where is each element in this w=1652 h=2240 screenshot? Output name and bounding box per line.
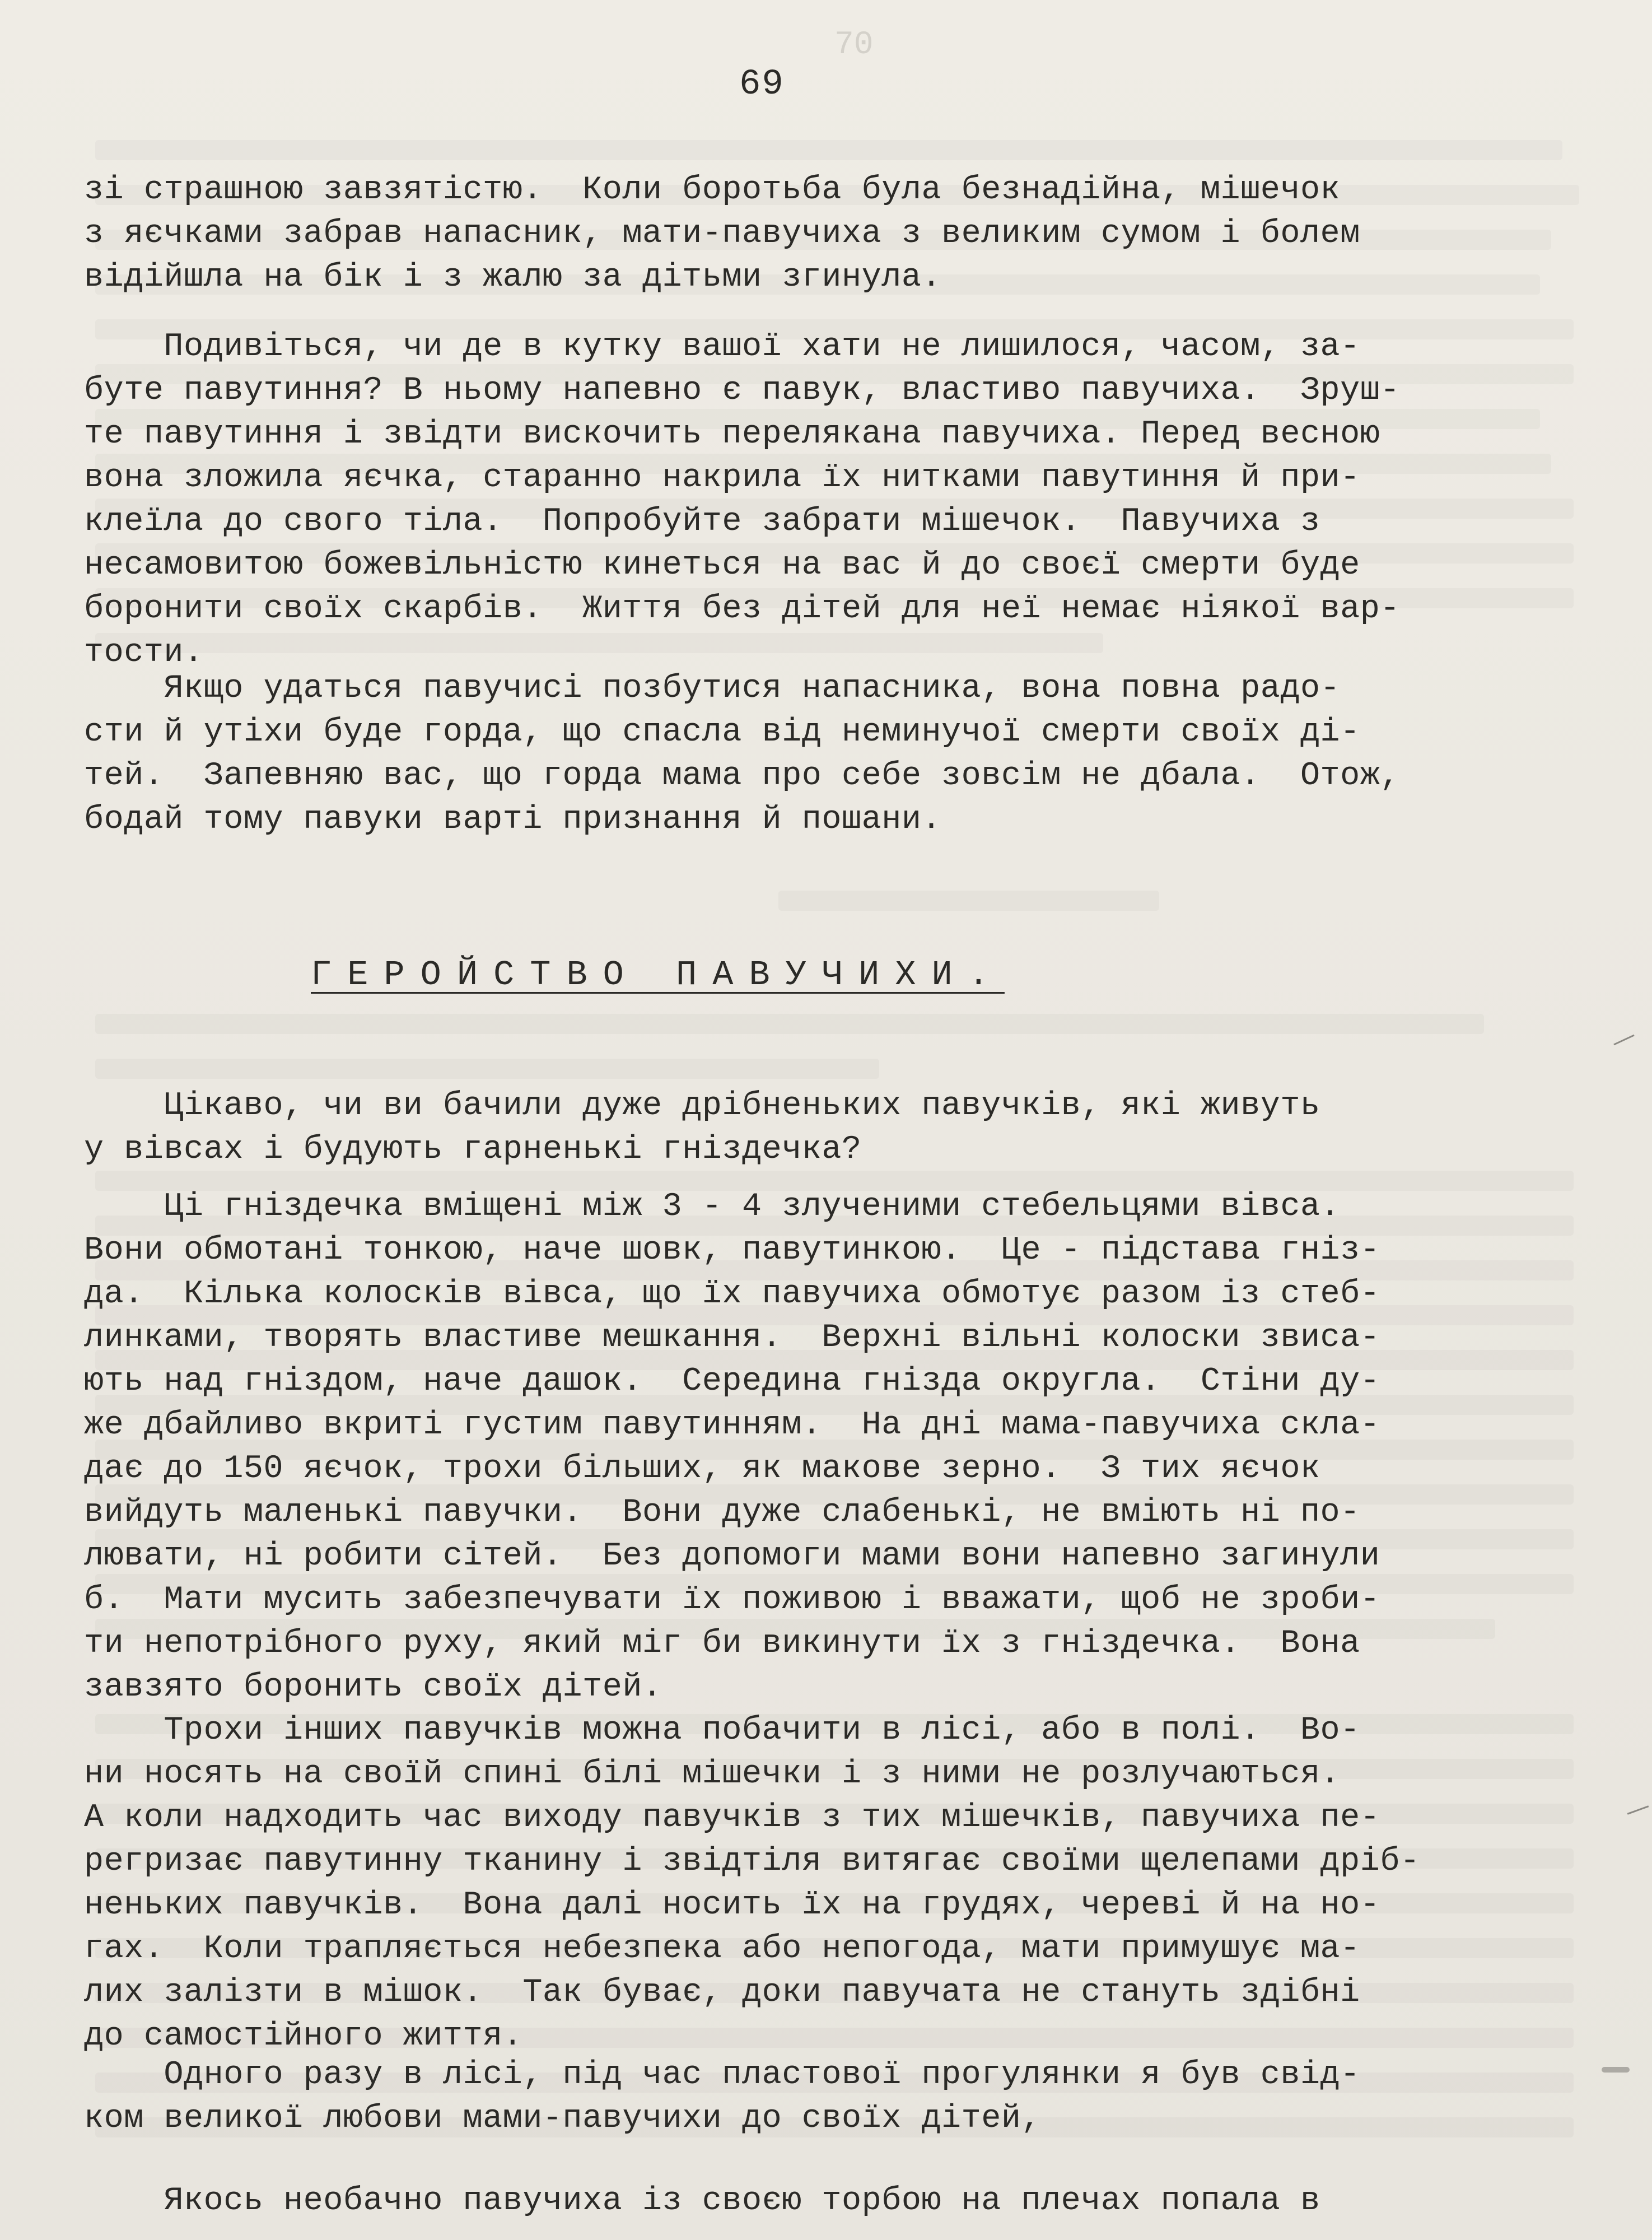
paragraph-2 xyxy=(84,325,1585,674)
text-line: бодай тому павуки варті признання й пошани. xyxy=(84,800,942,838)
paragraph-6 xyxy=(84,1708,1585,2058)
text-line: лювати, ні робити сітей. Без допомоги мами вони напевно загинули xyxy=(84,1537,1380,1575)
text-line: да. Кілька колосків вівса, що їх павучиха обмотує разом із стеб- xyxy=(84,1275,1380,1312)
text-line: б. Мати мусить забезпечувати їх поживою і вважати, щоб не зроби- xyxy=(84,1581,1380,1618)
text-line: вийдуть маленькі павучки. Вони дуже слабенькі, не вміють ні по- xyxy=(84,1493,1360,1531)
text-line: А коли надходить час виходу павучків з тих мішечків, павучиха пе- xyxy=(84,1799,1380,1836)
text-line: гах. Коли трапляється небезпека або непогода, мати примушує ма- xyxy=(84,1930,1360,1967)
paragraph-8 xyxy=(84,2179,1585,2223)
text-line: Трохи інших павучків можна побачити в лісі, або в полі. Во- xyxy=(84,1711,1360,1749)
text-line: завзято боронить своїх дітей. xyxy=(84,1668,662,1706)
text-line: те павутиння і звідти вискочить перелякана павучиха. Перед весною xyxy=(84,415,1380,453)
margin-mark xyxy=(1602,2067,1630,2073)
text-line: з яєчками забрав напасник, мати-павучиха з великим сумом і болем xyxy=(84,215,1360,252)
text-line: у вівсах і будують гарненькі гніздечка? xyxy=(84,1130,862,1168)
text-line: регризає павутинну тканину і звідтіля витягає своїми щелепами дріб- xyxy=(84,1842,1420,1880)
text-line: зі страшною завзятістю. Коли боротьба була безнадійна, мішечок xyxy=(84,171,1341,208)
text-line: несамовитою божевільністю кинеться на вас й до своєї смерти буде xyxy=(84,546,1360,584)
paragraph-4 xyxy=(84,1084,1585,1171)
bleed-through-page-number: 70 xyxy=(834,27,874,63)
text-line: Одного разу в лісі, під час пластової прогулянки я був свід- xyxy=(84,2056,1360,2093)
text-line: неньких павучків. Вона далі носить їх на грудях, череві й на но- xyxy=(84,1886,1380,1924)
margin-mark xyxy=(1627,1805,1649,1815)
text-line: Якось необачно павучиха із своєю торбою на плечах попала в xyxy=(84,2182,1320,2219)
text-line: Ці гніздечка вміщені між 3 - 4 злученими стебельцями вівса. xyxy=(84,1187,1341,1225)
text-line: до самостійного життя. xyxy=(84,2017,523,2055)
text-line: Вони обмотані тонкою, наче шовк, павутинкою. Це - підстава гніз- xyxy=(84,1231,1380,1269)
text-line: Цікаво, чи ви бачили дуже дрібненьких павучків, які живуть xyxy=(84,1087,1320,1124)
text-line: тости. xyxy=(84,634,204,671)
paragraph-7 xyxy=(84,2053,1585,2140)
text-line: відійшла на бік і з жалю за дітьми згинула. xyxy=(84,258,942,296)
page-number: 69 xyxy=(739,64,785,105)
margin-mark xyxy=(1613,1035,1635,1046)
paragraph-5 xyxy=(84,1185,1585,1709)
paragraph-3 xyxy=(84,667,1585,841)
text-line: ни носять на своїй спині білі мішечки і з ними не розлучаються. xyxy=(84,1755,1341,1792)
text-line: Якщо удаться павучисі позбутися напасника, вона повна радо- xyxy=(84,669,1341,707)
text-line: боронити своїх скарбів. Життя без дітей для неї немає ніякої вар- xyxy=(84,590,1400,627)
text-line: лих залізти в мішок. Так буває, доки павучата не стануть здібні xyxy=(84,1973,1360,2011)
text-line: линками, творять властиве мешкання. Верхні вільні колоски звиса- xyxy=(84,1319,1380,1356)
text-line: ком великої любови мами-павучихи до своїх дітей, xyxy=(84,2099,1042,2137)
text-line: вона зложила яєчка, старанно накрила їх нитками павутиння й при- xyxy=(84,459,1360,496)
text-line: дає до 150 яєчок, трохи більших, як макове зерно. З тих яєчок xyxy=(84,1450,1320,1487)
text-line: ють над гніздом, наче дашок. Середина гнізда округла. Стіни ду- xyxy=(84,1362,1380,1400)
text-line: буте павутиння? В ньому напевно є павук, властиво павучиха. Зруш- xyxy=(84,371,1400,409)
text-line: сти й утіхи буде горда, що спасла від неминучої смерти своїх ді- xyxy=(84,713,1360,751)
text-line: клеїла до свого тіла. Попробуйте забрати мішечок. Павучиха з xyxy=(84,502,1320,540)
text-line: Подивіться, чи де в кутку вашої хати не лишилося, часом, за- xyxy=(84,328,1360,365)
section-heading: ГЕРОЙСТВО ПАВУЧИХИ. xyxy=(311,955,1005,995)
text-line: тей. Запевняю вас, що горда мама про себе зовсім не дбала. Отож, xyxy=(84,757,1400,794)
text-line: же дбайливо вкриті густим павутинням. На дні мама-павучиха скла- xyxy=(84,1406,1380,1443)
text-line: ти непотрібного руху, який міг би викинути їх з гніздечка. Вона xyxy=(84,1624,1360,1662)
paragraph-1 xyxy=(84,168,1585,299)
